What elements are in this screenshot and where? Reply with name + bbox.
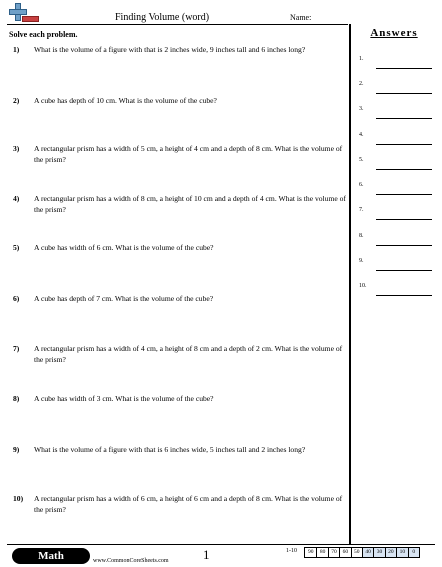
- answers-heading: Answers: [370, 27, 418, 39]
- question-text: A cube has depth of 7 cm. What is the volume of the cube?: [34, 294, 214, 303]
- math-brand-badge: Math: [12, 548, 90, 564]
- question-text: A rectangular prism has a width of 5 cm, a height of 4 cm and a depth of 8 cm. What is the volume of the prism?: [34, 144, 343, 164]
- score-cell: 40: [362, 548, 373, 557]
- answer-line[interactable]: [359, 233, 434, 247]
- question-text: A rectangular prism has a width of 6 cm, a height of 6 cm and a depth of 8 cm. What is the volume of the prism?: [34, 494, 343, 514]
- logo-plus-bar: [9, 9, 27, 15]
- score-cell: 60: [339, 548, 350, 557]
- logo: [6, 3, 42, 25]
- logo-minus-icon: [22, 16, 39, 22]
- answer-line[interactable]: [359, 157, 434, 171]
- header-divider: [7, 24, 348, 25]
- answer-line[interactable]: [359, 106, 434, 120]
- site-url: www.CommonCoreSheets.com: [93, 558, 169, 564]
- answer-line[interactable]: [359, 56, 434, 70]
- question-text: A cube has width of 3 cm. What is the volume of the cube?: [34, 394, 214, 403]
- question-number: 9): [13, 445, 20, 454]
- answer-label: 1.: [359, 56, 364, 62]
- answer-line[interactable]: [359, 283, 434, 297]
- question-text: A rectangular prism has a width of 8 cm, a height of 10 cm and a depth of 4 cm. What is the volume of the prism?: [34, 194, 346, 214]
- question-number: 5): [13, 243, 20, 252]
- score-cell: 0: [408, 548, 419, 557]
- answer-label: 2.: [359, 81, 364, 87]
- answer-label: 9.: [359, 258, 364, 264]
- answer-label: 5.: [359, 157, 364, 163]
- score-cell: 20: [385, 548, 396, 557]
- answer-label: 6.: [359, 182, 364, 188]
- page-number: 1: [203, 547, 210, 562]
- question-number: 2): [13, 96, 20, 105]
- answer-label: 3.: [359, 106, 364, 112]
- footer-divider: [7, 544, 435, 545]
- score-cell: 70: [328, 548, 339, 557]
- answer-line[interactable]: [359, 81, 434, 95]
- answer-label: 4.: [359, 132, 364, 138]
- answers-panel: [349, 24, 435, 544]
- answer-line[interactable]: [359, 132, 434, 146]
- score-range-label: 1-10: [286, 548, 297, 554]
- question-text: What is the volume of a figure with that is 6 inches wide, 5 inches tall and 2 inches long?: [34, 445, 306, 454]
- question-number: 6): [13, 294, 20, 303]
- score-cell: 90: [307, 549, 314, 555]
- question-number: 10): [13, 494, 24, 503]
- question-text: A rectangular prism has a width of 4 cm, a height of 8 cm and a depth of 2 cm. What is the volume of the prism?: [34, 344, 343, 364]
- name-label: Name:: [290, 13, 312, 22]
- question-number: 7): [13, 344, 20, 353]
- question-number: 1): [13, 45, 20, 54]
- instructions: Solve each problem.: [9, 30, 78, 39]
- score-table: [304, 547, 420, 558]
- question-number: 4): [13, 194, 20, 203]
- score-cell: 80: [316, 548, 327, 557]
- question-text: A cube has depth of 10 cm. What is the volume of the cube?: [34, 96, 217, 105]
- question-text: A cube has width of 6 cm. What is the volume of the cube?: [34, 243, 214, 252]
- answer-label: 8.: [359, 233, 364, 239]
- question-text: What is the volume of a figure with that is 2 inches wide, 9 inches tall and 6 inches long?: [34, 45, 306, 54]
- answer-line[interactable]: [359, 207, 434, 221]
- question-number: 3): [13, 144, 20, 153]
- answer-line[interactable]: [359, 258, 434, 272]
- worksheet-title: Finding Volume (word): [115, 12, 210, 23]
- question-number: 8): [13, 394, 20, 403]
- answer-label: 10.: [359, 283, 367, 289]
- score-cell: 30: [373, 548, 384, 557]
- score-cell: 10: [396, 548, 407, 557]
- score-cell: 50: [351, 548, 362, 557]
- answer-line[interactable]: [359, 182, 434, 196]
- answer-label: 7.: [359, 207, 364, 213]
